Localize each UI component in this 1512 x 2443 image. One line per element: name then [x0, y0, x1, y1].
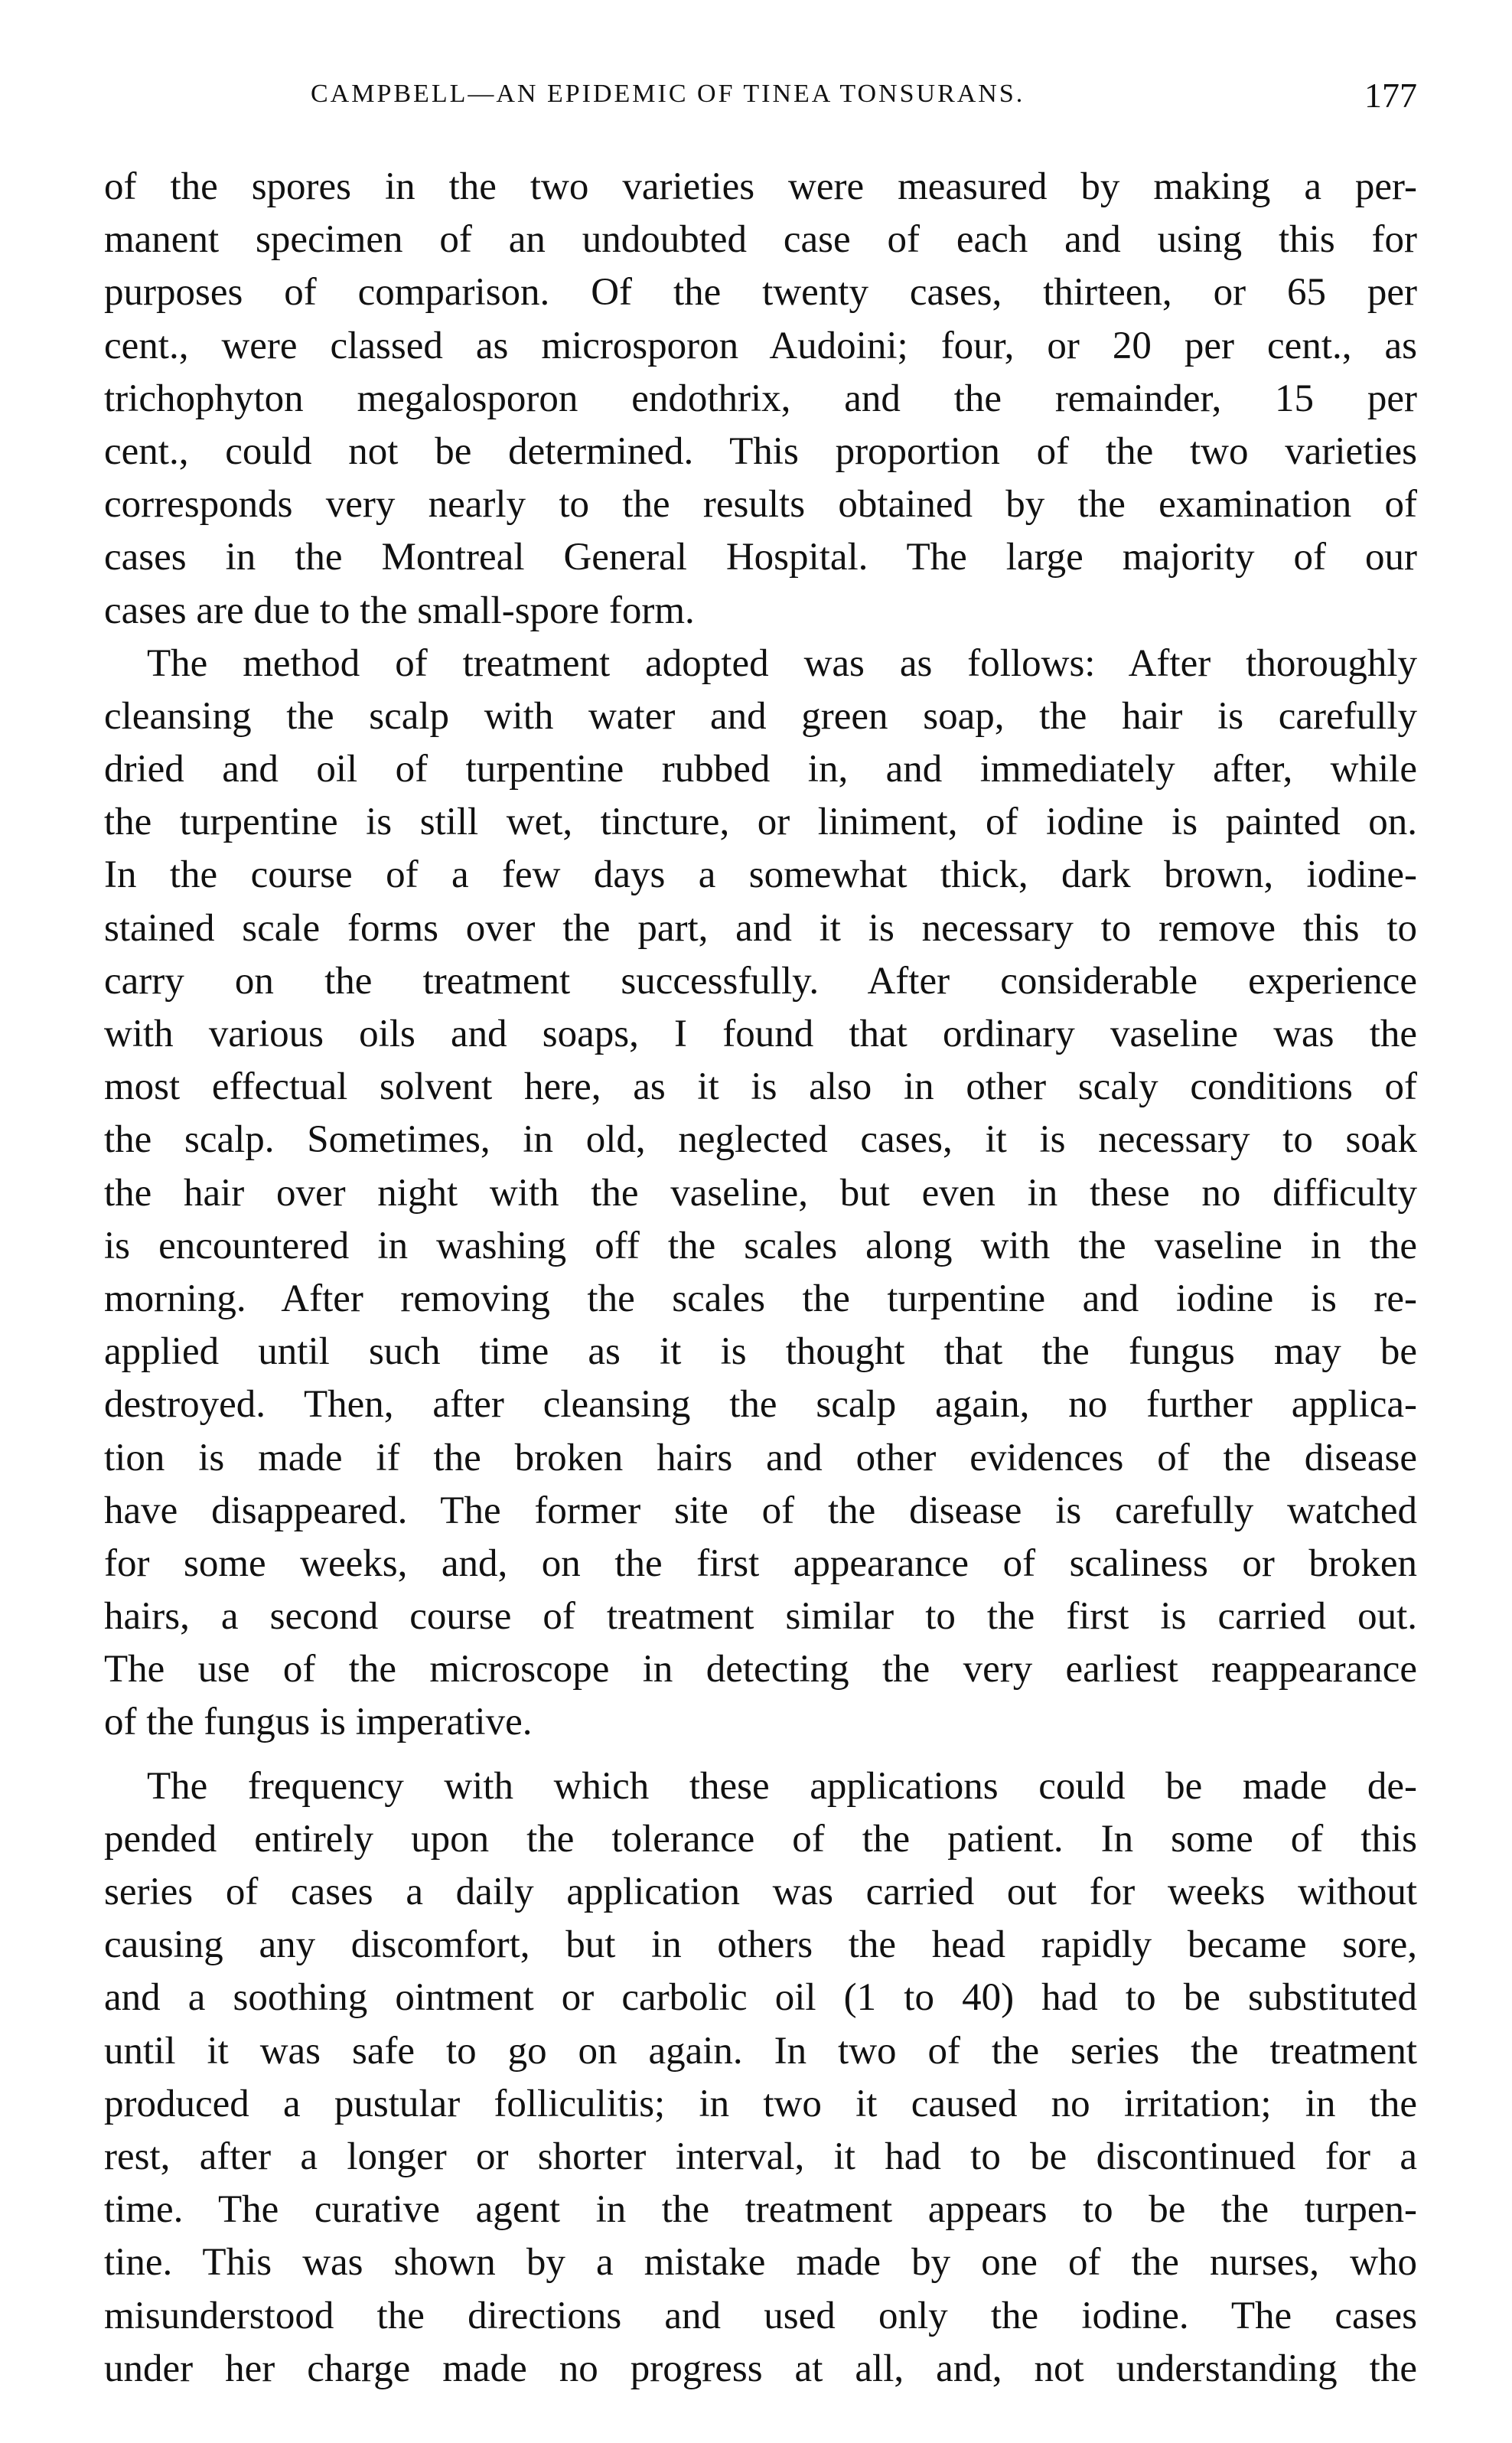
- text-line: misunderstood the directions and used only the iodine. The cases: [104, 2294, 1417, 2337]
- body-text: [104, 161, 1417, 2396]
- text-line: causing any discomfort, but in others the head rapidly became sore,: [104, 1923, 1417, 1967]
- text-line: applied until such time as it is thought that the fungus may be: [104, 1330, 1417, 1374]
- text-line: cleansing the scalp with water and green soap, the hair is carefully: [104, 694, 1417, 738]
- text-line: cases in the Montreal General Hospital. The large majority of our: [104, 536, 1417, 579]
- text-line: hairs, a second course of treatment similar to the first is carried out.: [104, 1595, 1417, 1639]
- text-line: cent., could not be determined. This proportion of the two varieties: [104, 429, 1417, 473]
- text-line: until it was safe to go on again. In two of the series the treatment: [104, 2029, 1417, 2073]
- text-line: tion is made if the broken hairs and other evidences of the disease: [104, 1436, 1417, 1479]
- text-line: cent., were classed as microsporon Audoini; four, or 20 per cent., as: [104, 324, 1417, 367]
- text-line: produced a pustular folliculitis; in two it caused no irritation; in the: [104, 2082, 1417, 2125]
- text-line: morning. After removing the scales the turpentine and iodine is re-: [104, 1277, 1417, 1320]
- page-number: 177: [1364, 76, 1417, 115]
- text-line: tine. This was shown by a mistake made by one of the nurses, who: [104, 2241, 1417, 2285]
- text-line: with various oils and soaps, I found that ordinary vaseline was the: [104, 1013, 1417, 1055]
- text-line: trichophyton megalosporon endothrix, and the remainder, 15 per: [104, 377, 1417, 420]
- text-line: and a soothing ointment or carbolic oil (1 to 40) had to be substituted: [104, 1976, 1417, 2020]
- text-line: cases are due to the small-spore form.: [104, 589, 695, 632]
- text-line: manent specimen of an undoubted case of each and using this for: [104, 218, 1417, 262]
- text-line: destroyed. Then, after cleansing the scalp again, no further applica-: [104, 1383, 1417, 1427]
- text-line: the scalp. Sometimes, in old, neglected cases, it is necessary to soak: [104, 1118, 1417, 1162]
- running-head: [104, 75, 1417, 129]
- text-line: In the course of a few days a somewhat thick, dark brown, iodine-: [104, 853, 1417, 897]
- text-line: series of cases a daily application was carried out for weeks without: [104, 1871, 1417, 1913]
- text-line: is encountered in washing off the scales along with the vaseline in the: [104, 1224, 1417, 1267]
- text-line: The method of treatment adopted was as follows: After thoroughly: [147, 641, 1417, 685]
- running-title: CAMPBELL—AN EPIDEMIC OF TINEA TONSURANS.: [311, 80, 1025, 108]
- text-line: for some weeks, and, on the first appearance of scaliness or broken: [104, 1541, 1417, 1585]
- text-line: pended entirely upon the tolerance of the patient. In some of this: [104, 1817, 1417, 1861]
- text-line: dried and oil of turpentine rubbed in, and immediately after, while: [104, 748, 1417, 791]
- text-line: time. The curative agent in the treatment appears to be the turpen-: [104, 2188, 1417, 2232]
- text-line: have disappeared. The former site of the disease is carefully watched: [104, 1489, 1417, 1532]
- text-line: most effectual solvent here, as it is also in other scaly conditions of: [104, 1065, 1417, 1109]
- text-line: The frequency with which these applications could be made de-: [147, 1764, 1417, 1808]
- text-line: of the fungus is imperative.: [104, 1701, 533, 1744]
- text-line: purposes of comparison. Of the twenty cases, thirteen, or 65 per: [104, 271, 1417, 315]
- text-line: of the spores in the two varieties were measured by making a per-: [104, 165, 1417, 208]
- text-line: the hair over night with the vaseline, but even in these no difficulty: [104, 1171, 1417, 1215]
- text-line: stained scale forms over the part, and it is necessary to remove this to: [104, 906, 1417, 950]
- text-line: The use of the microscope in detecting the very earliest reappearance: [104, 1648, 1417, 1691]
- text-line: corresponds very nearly to the results obtained by the examination of: [104, 483, 1417, 527]
- text-line: rest, after a longer or shorter interval, it had to be discontinued for a: [104, 2135, 1417, 2178]
- text-line: carry on the treatment successfully. After considerable experience: [104, 959, 1417, 1003]
- text-line: under her charge made no progress at all, and, not understanding the: [104, 2347, 1417, 2390]
- text-line: the turpentine is still wet, tincture, or liniment, of iodine is painted on.: [104, 801, 1417, 844]
